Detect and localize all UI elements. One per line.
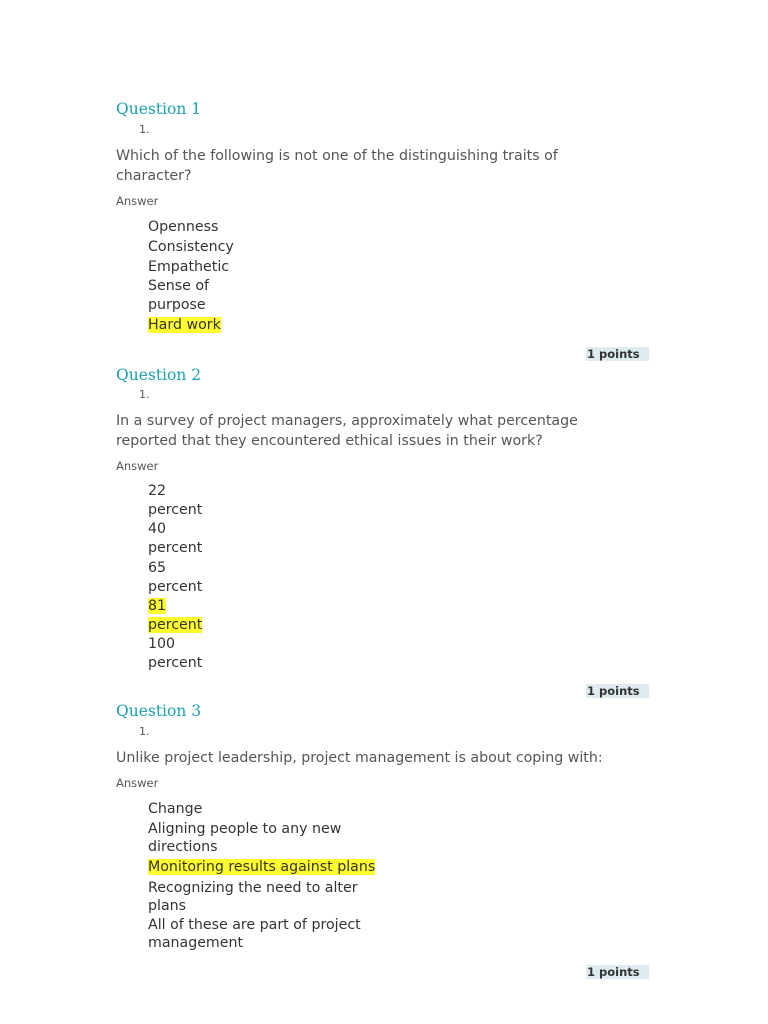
answer-option: Consistency — [148, 239, 234, 255]
question-text-line: In a survey of project managers, approximately what percentage — [116, 413, 578, 429]
question-title: Question 1 — [116, 100, 202, 118]
highlighted-answer: percent — [148, 617, 203, 633]
answer-option: plans — [148, 898, 187, 914]
answer-option: Change — [148, 801, 203, 817]
answer-label: Answer — [116, 776, 159, 790]
answer-label: Answer — [116, 459, 159, 473]
answer-option-selected — [148, 597, 166, 616]
answer-option: All of these are part of project — [148, 917, 361, 933]
question-text — [116, 411, 636, 451]
answer-option: management — [148, 935, 244, 951]
answer-option: Sense of — [148, 278, 210, 294]
question-text-line: reported that they encountered ethical issues in their work? — [116, 433, 543, 449]
answer-option: 100 — [148, 636, 176, 652]
answer-option: purpose — [148, 297, 206, 313]
answer-option-selected — [148, 858, 375, 877]
question-text-line: Unlike project leadership, project management is about coping with: — [116, 750, 603, 766]
answer-option-selected — [148, 316, 221, 335]
answer-option: percent — [148, 540, 203, 556]
highlighted-answer: Hard work — [148, 317, 221, 333]
question-text-line: Which of the following is not one of the distinguishing traits of — [116, 148, 558, 164]
points-badge: 1 points — [586, 684, 649, 698]
question-number: 1. — [139, 388, 150, 401]
highlighted-answer: 81 — [148, 598, 167, 614]
answer-option-selected — [148, 616, 202, 635]
answer-option: percent — [148, 655, 203, 671]
question-number: 1. — [139, 725, 150, 738]
question-text-line: character? — [116, 168, 192, 184]
answer-option: Openness — [148, 219, 219, 235]
answer-option: directions — [148, 839, 218, 855]
question-title: Question 3 — [116, 702, 202, 720]
answer-label: Answer — [116, 194, 159, 208]
highlighted-answer: Monitoring results against plans — [148, 859, 376, 875]
points-badge: 1 points — [586, 347, 649, 361]
answer-option: 40 — [148, 521, 167, 537]
points-badge: 1 points — [586, 965, 649, 979]
question-text — [116, 146, 636, 186]
question-text — [116, 748, 636, 768]
answer-option: Empathetic — [148, 259, 230, 275]
answer-option: 22 — [148, 483, 167, 499]
answer-option: Recognizing the need to alter — [148, 880, 358, 896]
answer-option: Aligning people to any new — [148, 821, 342, 837]
answer-option: 65 — [148, 560, 167, 576]
question-number: 1. — [139, 123, 150, 136]
answer-option: percent — [148, 502, 203, 518]
answer-option: percent — [148, 579, 203, 595]
question-title: Question 2 — [116, 366, 202, 384]
